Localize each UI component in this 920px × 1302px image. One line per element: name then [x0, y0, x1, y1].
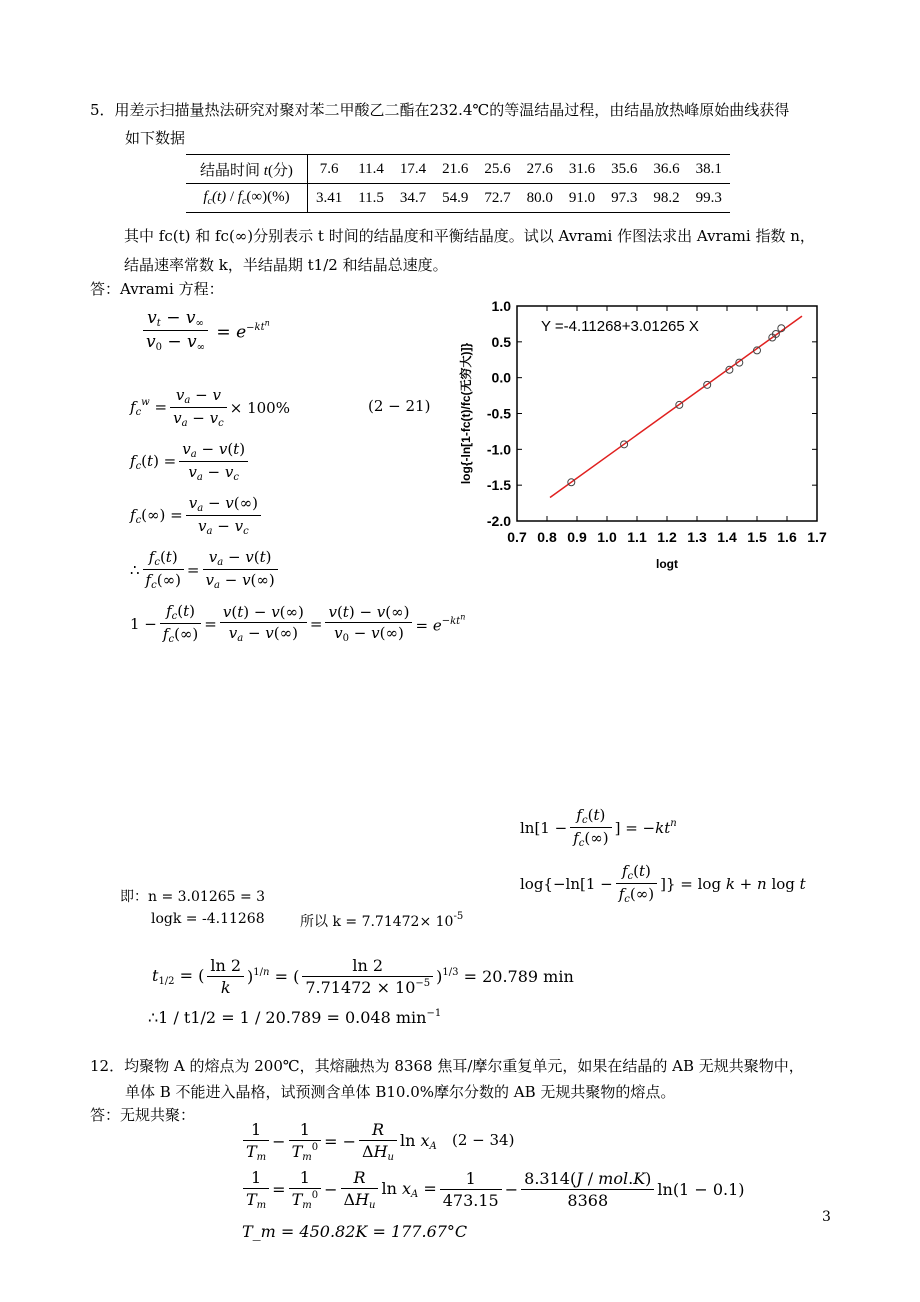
table-row: [186, 155, 730, 184]
q5-text-2: [124, 222, 815, 280]
eq-tag-2-34: (2 − 34): [452, 1131, 515, 1149]
table-cell: 36.6: [645, 155, 687, 184]
x-tick-label: 0.8: [537, 529, 557, 545]
q5-line2: 如下数据: [125, 129, 186, 147]
x-tick-label: 0.7: [507, 529, 527, 545]
table-cell: 3.41: [307, 184, 350, 213]
eq-tag-2-21: (2 − 21): [368, 397, 431, 415]
x-tick-label: 1.6: [777, 529, 797, 545]
q12-text: [90, 1053, 804, 1105]
table-cell: 38.1: [688, 155, 730, 184]
q5-line1: 用差示扫描量热法研究对聚对苯二甲酸乙二酯在232.4℃的等温结晶过程，由结晶放热峰原始曲线获得: [114, 101, 790, 119]
result-k-value: 所以 k = 7.71472× 10: [300, 914, 454, 930]
q5-answer-label: 答：Avrami 方程：: [90, 280, 224, 298]
melting-result: T_m = 450.82K = 177.67°C: [242, 1222, 468, 1241]
rate-value: ∴1 / t1/2 = 1 / 20.789 = 0.048 min: [148, 1008, 427, 1027]
fc-t-equation: $f_c(t)$ = $\frac{v_a - v(t)}{v_a - v_c}$: [130, 440, 251, 483]
melting-substitution: $\frac{1}{T_m}$ = $\frac{1}{T_m^0}$ − $\frac{R}{\Delta H_u}$ $\ln x_A$ = $\frac{1}{473.15}$ − $\frac{\text{8.314(J / mol.K)}}{8368}$ ln(1 − 0.1): [240, 1168, 745, 1211]
x-tick-label: 1.4: [717, 529, 737, 545]
table-cell: 91.0: [561, 184, 603, 213]
table-cell: 21.6: [434, 155, 476, 184]
result-k: [300, 911, 463, 931]
table-cell: 7.6: [307, 155, 350, 184]
avrami-plot: [450, 296, 830, 576]
result-n: 即：n = 3.01265 = 3: [120, 889, 266, 905]
q12-answer-label: 答：无规共聚：: [90, 1106, 196, 1124]
table-cell: 99.3: [688, 184, 730, 213]
q12-number: 12．: [90, 1057, 125, 1075]
table-head-time: 结晶时间 t(分): [186, 155, 307, 184]
avrami-equation: $\frac{v_t - v_\infty}{v_0 - v_\infty}$ = $e^{-kt^n}$: [140, 308, 270, 353]
table-cell: 34.7: [392, 184, 434, 213]
x-tick-label: 1.2: [657, 529, 677, 545]
y-tick-label: 0.0: [491, 369, 511, 386]
q5-text: [90, 96, 789, 152]
x-tick-label: 1.5: [747, 529, 767, 545]
q12-line2: 单体 B 不能进入晶格，试预测含单体 B10.0%摩尔分数的 AB 无规共聚物的熔点。: [125, 1083, 676, 1101]
x-tick-label: 1.7: [807, 529, 827, 545]
table-cell: 97.3: [603, 184, 645, 213]
rate-equation: ∴1 / t1/2 = 1 / 20.789 = 0.048 $\min^{-1}$: [148, 1008, 442, 1027]
y-tick-label: 1.0: [491, 298, 511, 314]
x-tick-label: 1.1: [627, 529, 647, 545]
half-time-equation: $t_{1/2}$ = ( $\frac{\ln 2}{k}$ )$^{1/n}$ = ( $\frac{\ln 2}{7.71472 \times 10^{-5}}$ )$^{1/3}$ = 20.789 min: [152, 956, 574, 997]
y-tick-label: -2.0: [486, 513, 511, 529]
q5-line4: 结晶速率常数 k，半结晶期 t1/2 和结晶总速度。: [124, 256, 448, 274]
ratio-equation: ∴ $\frac{f_c(t)}{f_c(\infty)}$ = $\frac{v_a - v(t)}{v_a - v(\infty)}$: [130, 548, 281, 591]
log-equation: log{−ln[1 − $\frac{f_c(t)}{f_c(\infty)}$ ]} = log k + n log t: [520, 862, 806, 905]
x-axis-label: logt: [656, 557, 678, 571]
table-head-fraction: $f_c(t) / f_c(\infty)(\%)$: [186, 184, 307, 213]
result-logk: logk = -4.11268: [151, 911, 265, 927]
table-cell: 31.6: [561, 155, 603, 184]
equation-label: Y =-4.11268+3.01265 X: [541, 318, 699, 336]
y-axis-label: log{-ln[1-fc(t)/fc(无穷大)]}: [459, 342, 473, 485]
table-cell: 25.6: [476, 155, 518, 184]
q12-line1: 均聚物 A 的熔点为 200℃，其熔融热为 8368 焦耳/摩尔重复单元，如果在结晶的 AB 无规共聚物中，: [124, 1057, 804, 1075]
y-tick-label: -0.5: [486, 405, 511, 422]
q5-line3: 其中 fc(t) 和 fc(∞)分别表示 t 时间的结晶度和平衡结晶度。试以 Avrami 作图法求出 Avrami 指数 n，: [124, 227, 815, 245]
half-time-value: = 20.789 min: [463, 967, 574, 986]
complement-equation: 1 − $\frac{f_c(t)}{f_c(\infty)}$ = $\frac{v(t) - v(\infty)}{v_a - v(\infty)}$ = $\frac{v(t) - v(\infty)}{v_0 - v(\infty)}$ = $e^{-kt^n}$: [130, 602, 466, 645]
fc-inf-equation: $f_c(\infty)$ = $\frac{v_a - v(\infty)}{v_a - v_c}$: [130, 494, 264, 537]
table-cell: 80.0: [519, 184, 561, 213]
melting-equation: $\frac{1}{T_m}$ − $\frac{1}{T_m^0}$ = − $\frac{R}{\Delta H_u}$ $\ln x_A$: [240, 1120, 437, 1163]
x-tick-label: 1.3: [687, 529, 707, 545]
table-cell: 27.6: [519, 155, 561, 184]
crystallinity-equation: $f_c^w$ = $\frac{v_a - v}{v_a - v_c}$ × 100%: [130, 386, 290, 429]
table-cell: 17.4: [392, 155, 434, 184]
q5-data-table: [186, 154, 730, 213]
page-number: 3: [822, 1209, 831, 1225]
y-tick-label: 0.5: [491, 333, 511, 350]
x-tick-label: 0.9: [567, 529, 587, 545]
table-cell: 98.2: [645, 184, 687, 213]
result-k-exponent: -5: [453, 911, 464, 922]
table-cell: 11.5: [350, 184, 392, 213]
y-tick-label: -1.0: [486, 441, 511, 458]
table-cell: 35.6: [603, 155, 645, 184]
table-cell: 11.4: [350, 155, 392, 184]
ln-equation: ln[1 − $\frac{f_c(t)}{f_c(\infty)}$ ] = $-kt^n$: [520, 806, 677, 849]
y-tick-label: -1.5: [486, 477, 511, 494]
q5-number: 5．: [90, 101, 115, 119]
x-tick-label: 1.0: [597, 529, 617, 545]
table-cell: 72.7: [476, 184, 518, 213]
table-cell: 54.9: [434, 184, 476, 213]
table-row: [186, 184, 730, 213]
